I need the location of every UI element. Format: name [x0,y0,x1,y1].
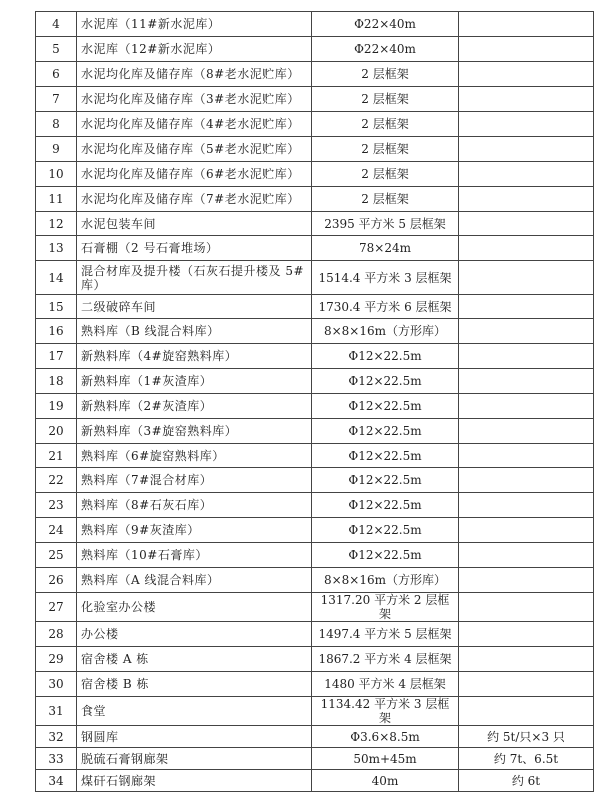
facility-note-cell: 约 7t、6.5t [459,748,594,770]
facility-table-body [36,12,594,792]
facility-spec-cell: Φ3.6×8.5m [312,726,459,748]
facility-spec-cell: 1134.42 平方米 3 层框架 [312,697,459,726]
facility-spec-cell: Φ12×22.5m [312,518,459,543]
table-row [36,369,594,394]
row-number-cell: 14 [36,261,77,295]
facility-spec-cell: 1514.4 平方米 3 层框架 [312,261,459,295]
table-row [36,212,594,236]
facility-name-cell: 宿舍楼 A 栋 [77,647,312,672]
facility-note-cell [459,622,594,647]
facility-spec-cell: Φ22×40m [312,12,459,37]
facility-note-cell [459,344,594,369]
row-number-cell: 33 [36,748,77,770]
row-number-cell: 22 [36,468,77,493]
table-row [36,187,594,212]
facility-name-cell: 熟料库（10#石膏库） [77,543,312,568]
facility-note-cell [459,112,594,137]
table-row [36,593,594,622]
facility-name-cell: 熟料库（6#旋窑熟料库） [77,444,312,468]
facility-name-cell: 水泥均化库及储存库（8#老水泥贮库） [77,62,312,87]
facility-note-cell [459,568,594,593]
facility-spec-cell: 1497.4 平方米 5 层框架 [312,622,459,647]
facility-name-cell: 熟料库（9#灰渣库） [77,518,312,543]
facility-note-cell [459,37,594,62]
facility-name-cell: 钢圆库 [77,726,312,748]
row-number-cell: 10 [36,162,77,187]
table-row [36,162,594,187]
row-number-cell: 9 [36,137,77,162]
row-number-cell: 25 [36,543,77,568]
facility-spec-cell: 8×8×16m（方形库） [312,319,459,344]
row-number-cell: 27 [36,593,77,622]
row-number-cell: 12 [36,212,77,236]
row-number-cell: 32 [36,726,77,748]
facility-name-cell: 办公楼 [77,622,312,647]
facility-name-cell: 水泥库（12#新水泥库） [77,37,312,62]
facility-spec-cell: Φ12×22.5m [312,543,459,568]
row-number-cell: 16 [36,319,77,344]
facility-name-cell: 新熟料库（3#旋窑熟料库） [77,419,312,444]
table-row [36,770,594,792]
facility-note-cell [459,187,594,212]
facility-spec-cell: 40m [312,770,459,792]
table-row [36,37,594,62]
facility-spec-cell: 1317.20 平方米 2 层框架 [312,593,459,622]
row-number-cell: 23 [36,493,77,518]
facility-name-cell: 煤矸石钢廊架 [77,770,312,792]
row-number-cell: 34 [36,770,77,792]
facility-name-cell: 熟料库（8#石灰石库） [77,493,312,518]
facility-note-cell [459,212,594,236]
table-row [36,493,594,518]
table-row [36,319,594,344]
table-row [36,344,594,369]
facility-name-cell: 石膏棚（2 号石膏堆场） [77,236,312,261]
table-row [36,518,594,543]
row-number-cell: 6 [36,62,77,87]
table-row [36,419,594,444]
facility-note-cell [459,543,594,568]
facility-note-cell [459,593,594,622]
facility-note-cell [459,12,594,37]
row-number-cell: 30 [36,672,77,697]
table-row [36,261,594,295]
facility-spec-cell: 1730.4 平方米 6 层框架 [312,295,459,319]
facility-name-cell: 水泥均化库及储存库（4#老水泥贮库） [77,112,312,137]
facility-spec-cell: Φ12×22.5m [312,344,459,369]
facility-spec-cell: Φ12×22.5m [312,394,459,419]
row-number-cell: 26 [36,568,77,593]
facility-note-cell: 约 5t/只×3 只 [459,726,594,748]
row-number-cell: 5 [36,37,77,62]
row-number-cell: 29 [36,647,77,672]
table-row [36,87,594,112]
facility-note-cell [459,647,594,672]
facility-name-cell: 水泥均化库及储存库（5#老水泥贮库） [77,137,312,162]
facility-name-cell: 宿舍楼 B 栋 [77,672,312,697]
facility-spec-cell: 2 层框架 [312,187,459,212]
facility-name-cell: 水泥库（11#新水泥库） [77,12,312,37]
facility-name-cell: 熟料库（A 线混合料库） [77,568,312,593]
row-number-cell: 11 [36,187,77,212]
row-number-cell: 7 [36,87,77,112]
table-row [36,62,594,87]
table-row [36,543,594,568]
row-number-cell: 8 [36,112,77,137]
facility-note-cell [459,62,594,87]
facility-note-cell [459,261,594,295]
facility-table [35,11,594,792]
facility-name-cell: 脱硫石膏钢廊架 [77,748,312,770]
facility-note-cell [459,394,594,419]
table-row [36,697,594,726]
facility-spec-cell: Φ12×22.5m [312,444,459,468]
row-number-cell: 21 [36,444,77,468]
facility-note-cell [459,697,594,726]
table-row [36,647,594,672]
table-row [36,622,594,647]
facility-spec-cell: 2 层框架 [312,87,459,112]
facility-name-cell: 混合材库及提升楼（石灰石提升楼及 5#库） [77,261,312,295]
facility-spec-cell: 50m+45m [312,748,459,770]
facility-spec-cell: 1867.2 平方米 4 层框架 [312,647,459,672]
row-number-cell: 31 [36,697,77,726]
facility-note-cell [459,672,594,697]
facility-note-cell [459,419,594,444]
facility-spec-cell: 2 层框架 [312,162,459,187]
facility-note-cell [459,137,594,162]
table-row [36,394,594,419]
facility-name-cell: 新熟料库（2#灰渣库） [77,394,312,419]
facility-note-cell [459,468,594,493]
facility-spec-cell: 2 层框架 [312,112,459,137]
facility-name-cell: 食堂 [77,697,312,726]
facility-spec-cell: 1480 平方米 4 层框架 [312,672,459,697]
table-row [36,748,594,770]
facility-spec-cell: 2 层框架 [312,62,459,87]
facility-note-cell: 约 6t [459,770,594,792]
row-number-cell: 15 [36,295,77,319]
table-row [36,568,594,593]
facility-spec-cell: 2 层框架 [312,137,459,162]
facility-spec-cell: Φ22×40m [312,37,459,62]
facility-spec-cell: 78×24m [312,236,459,261]
facility-name-cell: 水泥均化库及储存库（6#老水泥贮库） [77,162,312,187]
facility-note-cell [459,236,594,261]
facility-note-cell [459,162,594,187]
table-row [36,672,594,697]
row-number-cell: 20 [36,419,77,444]
row-number-cell: 13 [36,236,77,261]
facility-spec-cell: Φ12×22.5m [312,419,459,444]
table-row [36,112,594,137]
facility-name-cell: 熟料库（B 线混合料库） [77,319,312,344]
facility-name-cell: 熟料库（7#混合材库） [77,468,312,493]
facility-name-cell: 二级破碎车间 [77,295,312,319]
table-row [36,444,594,468]
facility-spec-cell: Φ12×22.5m [312,493,459,518]
facility-name-cell: 水泥均化库及储存库（3#老水泥贮库） [77,87,312,112]
facility-name-cell: 新熟料库（4#旋窑熟料库） [77,344,312,369]
table-row [36,137,594,162]
table-row [36,12,594,37]
facility-spec-cell: 8×8×16m（方形库） [312,568,459,593]
facility-note-cell [459,518,594,543]
row-number-cell: 24 [36,518,77,543]
facility-note-cell [459,493,594,518]
row-number-cell: 17 [36,344,77,369]
row-number-cell: 18 [36,369,77,394]
facility-name-cell: 新熟料库（1#灰渣库） [77,369,312,394]
facility-note-cell [459,319,594,344]
table-row [36,468,594,493]
table-row [36,295,594,319]
facility-name-cell: 水泥包装车间 [77,212,312,236]
facility-spec-cell: Φ12×22.5m [312,468,459,493]
table-row [36,726,594,748]
facility-note-cell [459,295,594,319]
row-number-cell: 4 [36,12,77,37]
facility-name-cell: 水泥均化库及储存库（7#老水泥贮库） [77,187,312,212]
facility-name-cell: 化验室办公楼 [77,593,312,622]
facility-note-cell [459,87,594,112]
facility-note-cell [459,369,594,394]
table-row [36,236,594,261]
facility-spec-cell: 2395 平方米 5 层框架 [312,212,459,236]
row-number-cell: 19 [36,394,77,419]
facility-note-cell [459,444,594,468]
facility-spec-cell: Φ12×22.5m [312,369,459,394]
row-number-cell: 28 [36,622,77,647]
